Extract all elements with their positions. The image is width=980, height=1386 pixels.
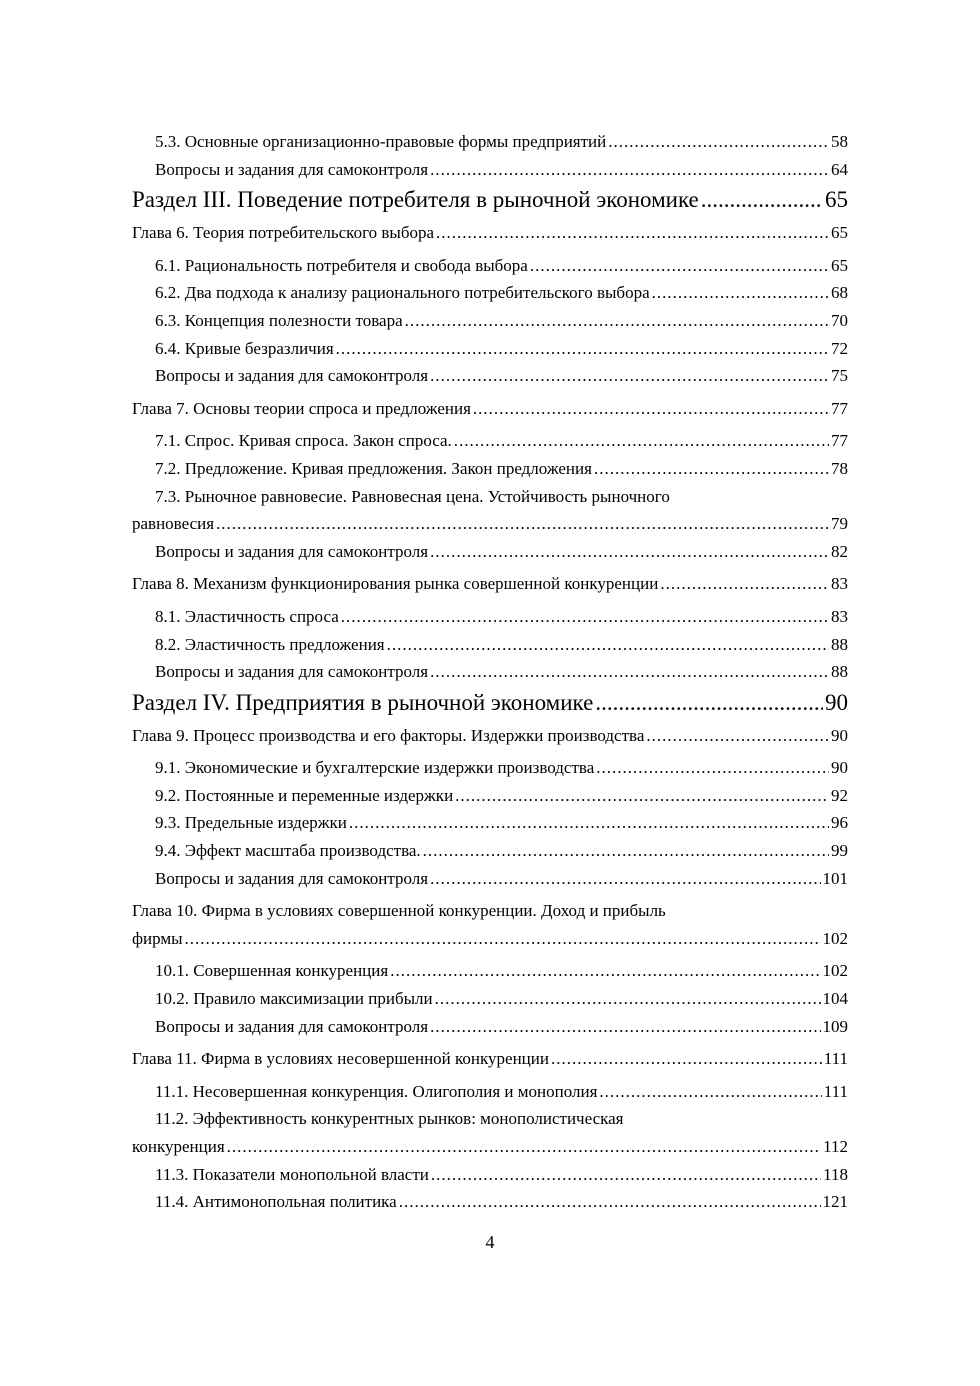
dot-leader bbox=[430, 156, 829, 184]
toc-item[interactable] bbox=[132, 455, 848, 483]
toc-page-number: 90 bbox=[831, 758, 848, 778]
toc-title: 11.1. Несовершенная конкуренция. Олигополия и монополия bbox=[155, 1081, 598, 1101]
dot-leader bbox=[596, 754, 829, 782]
toc-title: Вопросы и задания для самоконтроля bbox=[155, 541, 429, 561]
toc-page-number: 68 bbox=[831, 283, 848, 303]
toc-item[interactable] bbox=[132, 1188, 848, 1216]
dot-leader bbox=[473, 395, 829, 423]
toc-item[interactable] bbox=[132, 252, 848, 280]
toc-item[interactable] bbox=[132, 658, 848, 686]
dot-leader bbox=[594, 455, 829, 483]
toc-chapter[interactable] bbox=[132, 897, 848, 952]
toc-item[interactable] bbox=[132, 483, 848, 538]
toc-page-number: 82 bbox=[831, 541, 848, 561]
toc-item[interactable] bbox=[132, 538, 848, 566]
toc-chapter[interactable] bbox=[132, 722, 848, 750]
toc-section[interactable] bbox=[132, 185, 848, 214]
toc-page-number: 121 bbox=[822, 1192, 848, 1212]
toc-page-number: 79 bbox=[831, 514, 848, 534]
toc-title: Раздел IV. Предприятия в рыночной экономике bbox=[132, 689, 594, 715]
toc-item[interactable] bbox=[132, 1161, 848, 1189]
dot-leader bbox=[423, 837, 829, 865]
toc-item[interactable] bbox=[132, 156, 848, 184]
toc-title: Раздел III. Поведение потребителя в рыночной экономике bbox=[132, 187, 699, 213]
toc-title: Вопросы и задания для самоконтроля bbox=[155, 159, 429, 179]
toc-title: Глава 9. Процесс производства и его факторы. Издержки производства bbox=[132, 725, 645, 745]
dot-leader bbox=[646, 722, 829, 750]
toc-item[interactable] bbox=[132, 985, 848, 1013]
dot-leader bbox=[652, 279, 829, 307]
dot-leader bbox=[430, 538, 829, 566]
dot-leader bbox=[390, 957, 820, 985]
toc-page-number: 112 bbox=[823, 1137, 848, 1156]
toc-title: равновесия bbox=[132, 514, 215, 534]
toc-item[interactable] bbox=[132, 1105, 848, 1160]
toc-page-number: 65 bbox=[831, 223, 848, 243]
toc-page-number: 58 bbox=[831, 132, 848, 151]
dot-leader bbox=[405, 307, 829, 335]
toc-title: 6.3. Концепция полезности товара bbox=[155, 310, 403, 330]
dot-leader bbox=[530, 252, 829, 280]
toc-item[interactable] bbox=[132, 603, 848, 631]
toc-page-number: 90 bbox=[831, 725, 848, 745]
toc-item[interactable] bbox=[132, 427, 848, 455]
dot-leader bbox=[430, 1013, 820, 1041]
toc-item[interactable] bbox=[132, 631, 848, 659]
toc-item[interactable] bbox=[132, 128, 848, 156]
dot-leader bbox=[431, 1161, 821, 1189]
dot-leader bbox=[387, 631, 829, 659]
toc-page-number: 65 bbox=[831, 255, 848, 275]
toc-title: 6.2. Два подхода к анализу рационального потребительского выбора bbox=[155, 283, 650, 303]
toc-title: фирмы bbox=[132, 928, 183, 948]
toc-item[interactable] bbox=[132, 279, 848, 307]
dot-leader bbox=[701, 185, 823, 214]
toc-page-number: 77 bbox=[831, 398, 848, 418]
toc-title: 10.1. Совершенная конкуренция bbox=[155, 961, 389, 981]
toc-title: 11.3. Показатели монопольной власти bbox=[155, 1164, 429, 1184]
toc-item[interactable] bbox=[132, 865, 848, 893]
toc-section[interactable] bbox=[132, 688, 848, 717]
toc-title-line1: 7.3. Рыночное равновесие. Равновесная цена. Устойчивость рыночного bbox=[155, 486, 670, 506]
toc-page-number: 104 bbox=[822, 989, 848, 1009]
toc-item[interactable] bbox=[132, 754, 848, 782]
dot-leader bbox=[227, 1133, 821, 1161]
dot-leader bbox=[608, 128, 829, 156]
toc-page-number: 102 bbox=[822, 961, 848, 981]
toc-title-line1: 11.2. Эффективность конкурентных рынков: монополистическая bbox=[155, 1109, 624, 1129]
toc-page-number: 111 bbox=[823, 1081, 848, 1101]
dot-leader bbox=[399, 1188, 821, 1216]
toc-title: Вопросы и задания для самоконтроля bbox=[155, 366, 429, 386]
toc-item[interactable] bbox=[132, 1013, 848, 1041]
toc-page-number: 83 bbox=[831, 606, 848, 626]
toc-title: 11.4. Антимонопольная политика bbox=[155, 1192, 397, 1212]
toc-page-number: 102 bbox=[822, 928, 848, 948]
dot-leader bbox=[551, 1045, 822, 1073]
toc-item[interactable] bbox=[132, 335, 848, 363]
toc-title: 6.4. Кривые безразличия bbox=[155, 338, 334, 358]
toc-page-number: 101 bbox=[822, 868, 848, 888]
toc-title: Вопросы и задания для самоконтроля bbox=[155, 662, 429, 682]
dot-leader bbox=[660, 570, 829, 598]
toc-item[interactable] bbox=[132, 809, 848, 837]
toc-page-number: 83 bbox=[831, 574, 848, 594]
toc-chapter[interactable] bbox=[132, 1045, 848, 1073]
toc-item[interactable] bbox=[132, 1078, 848, 1106]
toc-title: Глава 11. Фирма в условиях несовершенной конкуренции bbox=[132, 1049, 549, 1069]
toc-chapter[interactable] bbox=[132, 219, 848, 247]
table-of-contents bbox=[132, 128, 848, 1216]
dot-leader bbox=[341, 603, 829, 631]
toc-page-number: 75 bbox=[831, 366, 848, 386]
toc-page-number: 90 bbox=[825, 689, 848, 715]
toc-title: 9.2. Постоянные и переменные издержки bbox=[155, 785, 454, 805]
toc-title: 7.1. Спрос. Кривая спроса. Закон спроса. bbox=[155, 431, 452, 451]
dot-leader bbox=[336, 335, 829, 363]
toc-page-number: 64 bbox=[831, 159, 848, 179]
dot-leader bbox=[454, 427, 829, 455]
toc-page-number: 88 bbox=[831, 662, 848, 682]
toc-page-number: 88 bbox=[831, 634, 848, 654]
toc-item[interactable] bbox=[132, 957, 848, 985]
toc-title: конкуренция bbox=[132, 1137, 225, 1156]
dot-leader bbox=[430, 362, 829, 390]
toc-chapter[interactable] bbox=[132, 570, 848, 598]
toc-item[interactable] bbox=[132, 837, 848, 865]
toc-title: 6.1. Рациональность потребителя и свобода выбора bbox=[155, 255, 528, 275]
dot-leader bbox=[595, 688, 823, 717]
toc-title: 8.2. Эластичность предложения bbox=[155, 634, 385, 654]
toc-chapter[interactable] bbox=[132, 395, 848, 423]
toc-item[interactable] bbox=[132, 307, 848, 335]
toc-title: Вопросы и задания для самоконтроля bbox=[155, 1016, 429, 1036]
dot-leader bbox=[436, 219, 829, 247]
toc-page-number: 99 bbox=[831, 841, 848, 861]
toc-title-line1: Глава 10. Фирма в условиях совершенной конкуренции. Доход и прибыль bbox=[132, 901, 666, 921]
toc-title: 9.1. Экономические и бухгалтерские издержки производства bbox=[155, 758, 595, 778]
toc-title: Глава 7. Основы теории спроса и предложения bbox=[132, 398, 471, 418]
toc-title: Глава 6. Теория потребительского выбора bbox=[132, 223, 435, 243]
toc-title: 8.1. Эластичность спроса bbox=[155, 606, 339, 626]
dot-leader bbox=[430, 658, 829, 686]
dot-leader bbox=[435, 985, 821, 1013]
toc-page-number: 96 bbox=[831, 813, 848, 833]
toc-title: 10.2. Правило максимизации прибыли bbox=[155, 989, 433, 1009]
toc-page-number: 92 bbox=[831, 785, 848, 805]
toc-title: 9.4. Эффект масштаба производства. bbox=[155, 841, 421, 861]
dot-leader bbox=[185, 925, 821, 953]
page-number: 4 bbox=[485, 1232, 495, 1252]
toc-title: Глава 8. Механизм функционирования рынка совершенной конкуренции bbox=[132, 574, 659, 594]
toc-page-number: 78 bbox=[831, 458, 848, 478]
toc-page-number: 72 bbox=[831, 338, 848, 358]
toc-page-number: 118 bbox=[823, 1164, 848, 1184]
toc-title: 7.2. Предложение. Кривая предложения. Закон предложения bbox=[155, 458, 592, 478]
toc-item[interactable] bbox=[132, 362, 848, 390]
toc-title: Вопросы и задания для самоконтроля bbox=[155, 868, 429, 888]
toc-page-number: 77 bbox=[831, 431, 848, 451]
dot-leader bbox=[430, 865, 820, 893]
toc-title: 5.3. Основные организационно-правовые формы предприятий bbox=[155, 132, 607, 151]
toc-page-number: 109 bbox=[822, 1016, 848, 1036]
toc-page-number: 65 bbox=[825, 187, 848, 213]
dot-leader bbox=[599, 1078, 821, 1106]
toc-page-number: 111 bbox=[823, 1049, 848, 1069]
toc-page-number: 70 bbox=[831, 310, 848, 330]
dot-leader bbox=[349, 809, 829, 837]
toc-item[interactable] bbox=[132, 782, 848, 810]
dot-leader bbox=[455, 782, 829, 810]
toc-title: 9.3. Предельные издержки bbox=[155, 813, 347, 833]
dot-leader bbox=[216, 510, 829, 538]
